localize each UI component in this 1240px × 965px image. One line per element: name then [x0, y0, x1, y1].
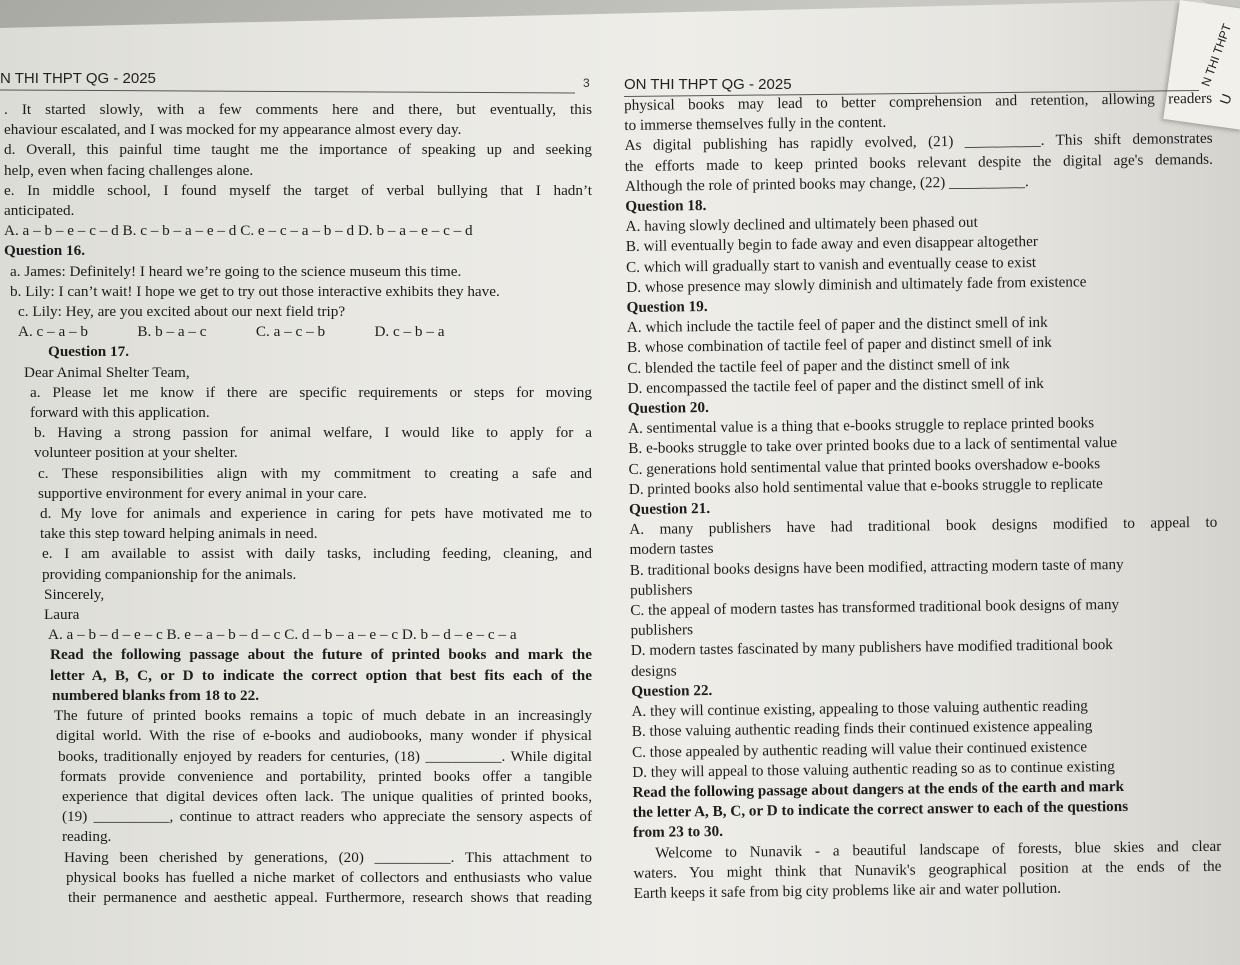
answer-option: publishers: [630, 621, 694, 640]
answer-option: A. many publishers have had traditional book designs modified to appeal to: [629, 514, 1218, 539]
answer-option: C. blended the tactile feel of paper and the distinct smell of ink: [627, 354, 1010, 377]
text-line: c. These responsibilities align with my commitment to creating a safe and: [38, 464, 592, 482]
passage-line: reading.: [62, 828, 112, 846]
answer-options: A. c – a – b B. b – a – c C. a – c – b D. c – b – a: [18, 323, 445, 341]
passage-line: As digital publishing has rapidly evolved, (21) __________. This shift demonstrates: [624, 130, 1213, 155]
passage-line: Although the role of printed books may change, (22) __________.: [624, 172, 1029, 195]
text-line: c. Lily: Hey, are you excited about our next field trip?: [18, 303, 346, 321]
question-heading: Question 16.: [4, 242, 86, 260]
instruction-line: the letter A, B, C, or D to indicate the correct answer to each of the questions: [632, 798, 1129, 822]
text-line: e. I am available to assist with daily tasks, including feeding, cleaning, and: [42, 545, 592, 563]
question-heading: Question 21.: [628, 500, 711, 519]
answer-option: D. they will appeal to those valuing authentic reading so as to continue existing: [632, 757, 1115, 781]
answer-option: modern tastes: [629, 540, 714, 559]
answer-option: B. whose combination of tactile feel of paper and distinct smell of ink: [626, 334, 1052, 357]
answer-option: A. which include the tactile feel of paper and the distinct smell of ink: [626, 314, 1048, 337]
right-header: ON THI THPT QG - 2025: [624, 76, 792, 93]
passage-line: digital world. With the rise of e-books and audiobooks, many wonder if physical: [56, 727, 592, 745]
answer-option: C. generations hold sentimental value that printed books overshadow e-books: [628, 454, 1101, 478]
answer-options: A. a – b – d – e – c B. e – a – b – d – c C. d – b – a – e – c D. b – d – e – c – a: [48, 626, 517, 644]
passage-line: to immerse themselves fully in the content.: [624, 114, 887, 135]
answer-option: B. e-books struggle to take over printed books due to a lack of sentimental value: [628, 434, 1118, 458]
passage-line: (19) __________, continue to attract readers who appreciate the sensory aspects of: [62, 808, 592, 826]
text-line: take this step toward helping animals in need.: [40, 525, 318, 543]
text-line: providing companionship for the animals.: [42, 565, 297, 583]
question-heading: Question 17.: [48, 343, 130, 361]
text-line: d. My love for animals and experience in caring for pets have motivated me to: [40, 505, 592, 523]
instruction-line: from 23 to 30.: [632, 823, 724, 842]
text-line: b. Lily: I can’t wait! I hope we get to try out those interactive exhibits they have.: [10, 282, 500, 300]
answer-option: B. those valuing authentic reading finds their continued existence appealing: [631, 717, 1093, 741]
answer-option: D. modern tastes fascinated by many publishers have modified traditional book: [630, 636, 1113, 660]
text-line: Dear Animal Shelter Team,: [24, 363, 190, 381]
answer-option: A. they will continue existing, appealing to those valuing authentic reading: [631, 697, 1088, 721]
text-line: . It started slowly, with a few comments here and there, but eventually, this: [4, 101, 592, 118]
left-header: N THI THPT QG - 2025: [0, 70, 156, 87]
page-number: 3: [583, 76, 590, 90]
passage-line: books, traditionally enjoyed by readers for centuries, (18) __________. While digital: [58, 747, 592, 765]
text-line: anticipated.: [4, 202, 75, 220]
answer-option: D. printed books also hold sentimental value that e-books struggle to replicate: [628, 475, 1103, 498]
passage-line: experience that digital devices often lack. The unique qualities of printed books,: [62, 787, 592, 805]
passage-line: physical books may lead to better comprehension and retention, allowing readers: [624, 89, 1213, 114]
corner-letter: U: [1216, 91, 1235, 107]
text-line: d. Overall, this painful time taught me the importance of speaking up and seeking: [4, 141, 592, 159]
text-line: e. In middle school, I found myself the target of verbal bullying that I hadn’t: [4, 181, 592, 199]
question-heading: Question 20.: [627, 399, 709, 418]
answer-option: C. which will gradually start to vanish and eventually cease to exist: [625, 253, 1037, 276]
answer-option: A. sentimental value is a thing that e-books struggle to replace printed books: [627, 414, 1095, 438]
passage-line: Having been cherished by generations, (20) __________. This attachment to: [64, 848, 592, 866]
question-heading: Question 22.: [631, 681, 713, 700]
text-line: Sincerely,: [44, 585, 105, 603]
answer-options: A. a – b – e – c – d B. c – b – a – e – d C. e – c – a – b – d D. b – a – e – c – d: [4, 222, 473, 240]
text-line: ehaviour escalated, and I was mocked for my appearance almost every day.: [4, 121, 462, 139]
passage-line: Earth keeps it safe from big city problems like air and water pollution.: [633, 879, 1062, 902]
corner-header: N THI THPT: [1198, 21, 1235, 89]
passage-line: physical books has fuelled a niche market of collectors and enthusiasts who value: [66, 868, 592, 886]
passage-line: their permanence and aesthetic appeal. Furthermore, research shows that reading: [68, 888, 592, 906]
text-line: b. Having a strong passion for animal welfare, I would like to apply for a: [34, 424, 592, 442]
answer-option: D. whose presence may slowly diminish and ultimately fade from existence: [626, 273, 1087, 296]
answer-option: C. those appealed by authentic reading will value their continued existence: [631, 737, 1088, 761]
text-line: supportive environment for every animal in your care.: [38, 484, 367, 502]
text-line: a. Please let me know if there are specific requirements or steps for moving: [30, 383, 592, 401]
text-line: forward with this application.: [30, 404, 210, 422]
text-line: Laura: [44, 606, 80, 624]
text-line: a. James: Definitely! I heard we’re going to the science museum this time.: [10, 262, 462, 280]
text-line: help, even when facing challenges alone.: [4, 161, 254, 179]
answer-option: D. encompassed the tactile feel of paper and the distinct smell of ink: [627, 374, 1044, 397]
answer-option: B. traditional books designs have been modified, attracting modern taste of many: [629, 555, 1124, 579]
passage-line: waters. You might think that Nunavik's geographical position at the ends of the: [633, 857, 1222, 882]
answer-option: publishers: [629, 581, 693, 599]
instruction-line: Read the following passage about dangers at the ends of the earth and mark: [632, 777, 1125, 801]
question-heading: Question 18.: [625, 197, 707, 216]
answer-option: C. the appeal of modern tastes has transformed traditional book designs of many: [630, 596, 1120, 620]
answer-option: designs: [630, 662, 677, 680]
left-column: [4, 100, 592, 908]
passage-line: The future of printed books remains a topic of much debate in an increasingly: [54, 707, 592, 725]
passage-line: the efforts made to keep printed books relevant despite the digital age's demands.: [624, 150, 1213, 175]
passage-line: formats provide convenience and portability, printed books offer a tangible: [60, 767, 592, 785]
question-heading: Question 19.: [626, 298, 708, 317]
right-column: [624, 89, 1222, 904]
answer-option: B. will eventually begin to fade away and even disappear altogether: [625, 233, 1038, 256]
passage-line: Welcome to Nunavik - a beautiful landscape of forests, blue skies and clear: [655, 837, 1222, 862]
instruction-line: letter A, B, C, or D to indicate the correct option that best fits each of the: [50, 666, 592, 684]
text-line: volunteer position at your shelter.: [34, 444, 238, 462]
instruction-line: numbered blanks from 18 to 22.: [52, 686, 260, 704]
instruction-line: Read the following passage about the future of printed books and mark the: [50, 646, 592, 664]
answer-option: A. having slowly declined and ultimately been phased out: [625, 213, 978, 236]
